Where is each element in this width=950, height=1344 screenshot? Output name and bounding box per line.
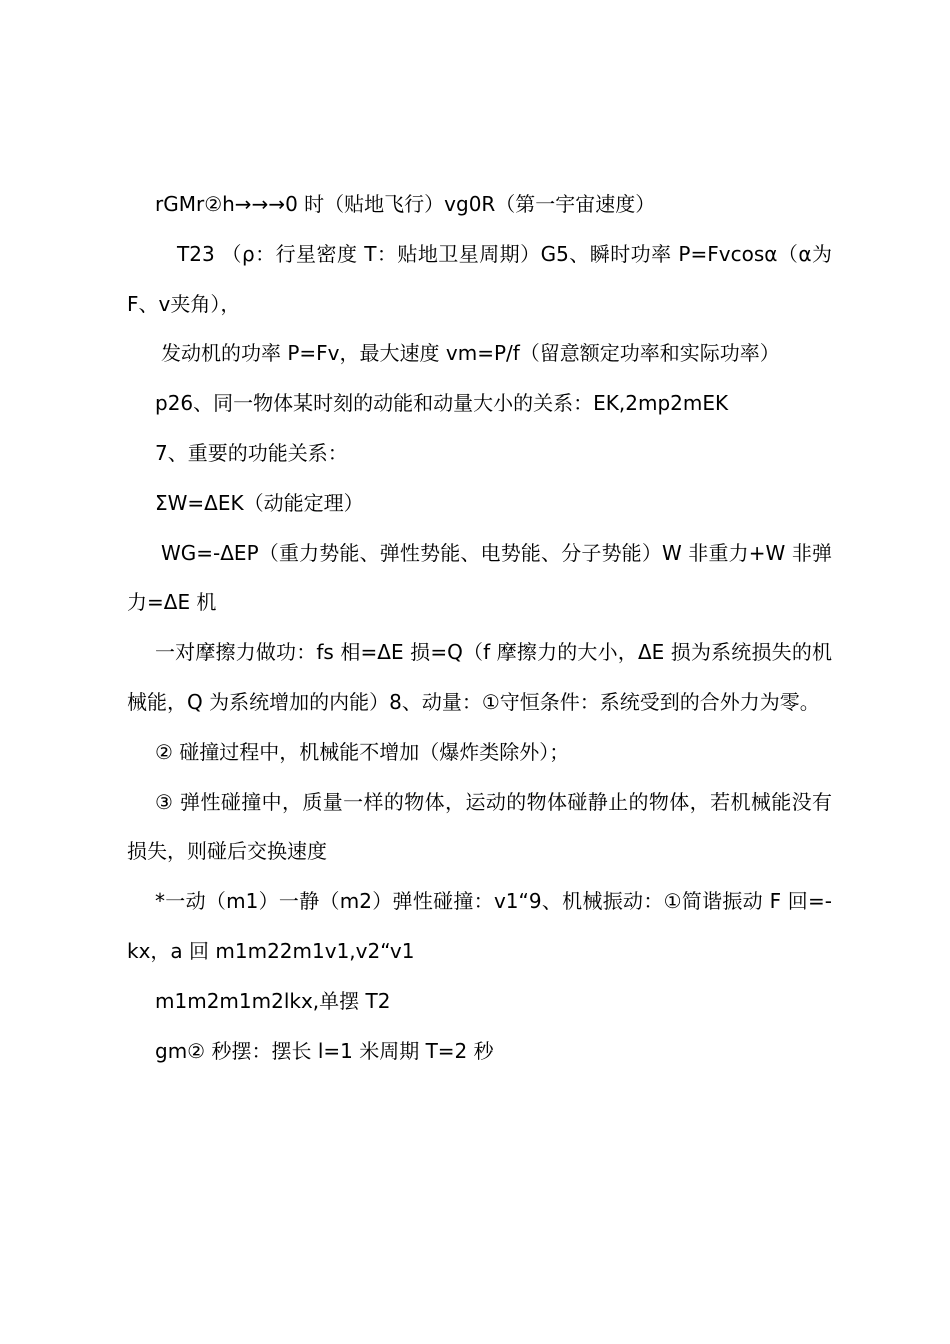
paragraph-instant-power: T23 （ρ：行星密度 T：贴地卫星周期）G5、瞬时功率 P=Fvcosα（α为F、v夹角），: [127, 241, 832, 316]
paragraph-elastic-collision: ③ 弹性碰撞中，质量一样的物体，运动的物体碰静止的物体，若机械能没有损失，则碰后交换速度: [127, 789, 832, 864]
paragraph-work-energy-theorem: ΣW=ΔEK（动能定理）: [155, 490, 364, 515]
paragraph-friction-work: 一对摩擦力做功：fs 相=ΔE 损=Q（f 摩擦力的大小，ΔE 损为系统损失的机械能，Q 为系统增加的内能）8、动量：①守恒条件：系统受到的合外力为零。: [127, 640, 832, 714]
paragraph-seconds-pendulum: gm② 秒摆：摆长 l=1 米周期 T=2 秒: [155, 1038, 494, 1063]
paragraph-engine-power: 发动机的功率 P=Fv，最大速度 vm=P/f（留意额定功率和实际功率）: [161, 341, 780, 366]
paragraph-collision-energy: ② 碰撞过程中，机械能不增加（爆炸类除外）；: [155, 739, 570, 764]
paragraph-orbit-velocity: rGMr②h→→→0 时（贴地飞行）vg0R（第一宇宙速度）: [155, 192, 656, 216]
paragraph-energy-relations-heading: 7、重要的功能关系：: [155, 440, 348, 465]
paragraph-mechanical-vibration: *一动（m1）一静（m2）弹性碰撞：v1“9、机械振动：①简谐振动 F 回=-kx，a 回 m1m22m1v1,v2“v1: [127, 889, 832, 963]
paragraph-potential-energy: WG=-ΔEP（重力势能、弹性势能、电势能、分子势能）W 非重力+W 非弹力=ΔE 机: [127, 540, 832, 615]
paragraph-pendulum: m1m2m1m2lkx,单摆 T2: [155, 988, 391, 1013]
paragraph-kinetic-momentum: p26、同一物体某时刻的动能和动量大小的关系：EK,2mp2mEK: [155, 391, 729, 416]
document-body: [127, 180, 832, 1076]
